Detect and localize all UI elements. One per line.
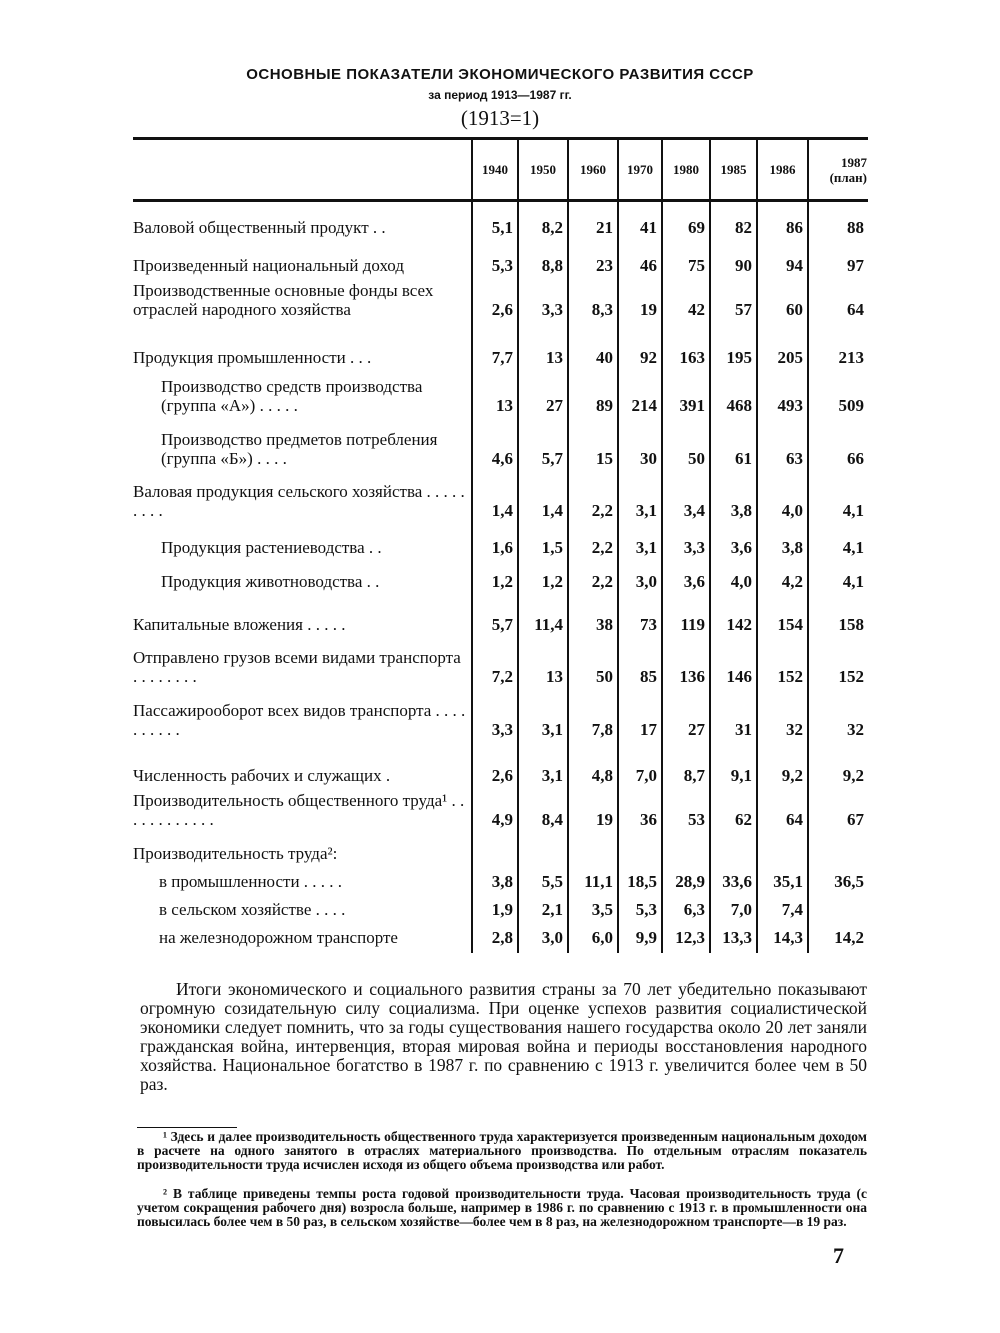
row-label: Капитальные вложения . . . . . (133, 614, 346, 634)
cell-value: 8,2 (518, 201, 568, 243)
footnote-1: ¹ Здесь и далее производительность общественного труда характеризуется произведенным национальным доходом в расчете на одного занятого в отраслях материального производства. По отдельным отраслям показатель производительности труда исчислен исходя из общего объема производства или работ. (137, 1129, 867, 1172)
cell-value: 2,2 (568, 474, 618, 526)
cell-value: 46 (618, 243, 662, 281)
row-label: Производственные основные фонды всех отраслей народного хозяйства (133, 280, 434, 319)
column-header: 1987 (план) (808, 139, 868, 201)
cell-value: 142 (710, 597, 757, 640)
indicators-table (133, 137, 868, 953)
column-header: 1986 (757, 139, 808, 201)
cell-value: 6,3 (662, 897, 710, 925)
table-title: ОСНОВНЫЕ ПОКАЗАТЕЛИ ЭКОНОМИЧЕСКОГО РАЗВИТИЯ СССР (246, 66, 754, 83)
cell-value: 89 (568, 373, 618, 421)
cell-value: 36,5 (808, 869, 868, 897)
cell-value: 4,6 (472, 421, 518, 474)
cell-value: 8,4 (518, 791, 568, 835)
column-header: 1960 (568, 139, 618, 201)
cell-value: 11,1 (568, 869, 618, 897)
table-row (133, 563, 868, 597)
table-row (133, 869, 868, 897)
cell-value: 19 (618, 281, 662, 325)
table-row (133, 474, 868, 526)
cell-value: 205 (757, 325, 808, 373)
cell-value: 2,1 (518, 897, 568, 925)
cell-value (710, 835, 757, 869)
cell-value: 6,0 (568, 925, 618, 953)
column-header: 1985 (710, 139, 757, 201)
cell-value: 17 (618, 692, 662, 745)
cell-value: 3,3 (518, 281, 568, 325)
cell-value: 9,1 (710, 745, 757, 791)
cell-value: 9,2 (757, 745, 808, 791)
table-base-note: (1913=1) (460, 106, 540, 130)
cell-value: 163 (662, 325, 710, 373)
table-row (133, 745, 868, 791)
row-label: в промышленности . . . . . (159, 871, 343, 891)
cell-value: 42 (662, 281, 710, 325)
cell-value: 13,3 (710, 925, 757, 953)
table-row (133, 835, 868, 869)
cell-value: 119 (662, 597, 710, 640)
row-label: Продукция животноводства . . (161, 571, 380, 591)
cell-value: 3,4 (662, 474, 710, 526)
cell-value: 2,6 (472, 745, 518, 791)
row-label: Производительность общественного труда¹ . . . . . . . . . . . . (133, 790, 465, 829)
cell-value: 4,1 (808, 526, 868, 563)
cell-value: 8,7 (662, 745, 710, 791)
cell-value: 7,2 (472, 640, 518, 692)
cell-value: 5,3 (472, 243, 518, 281)
cell-value: 53 (662, 791, 710, 835)
cell-value: 18,5 (618, 869, 662, 897)
cell-value: 94 (757, 243, 808, 281)
cell-value: 5,3 (618, 897, 662, 925)
cell-value: 3,1 (618, 526, 662, 563)
cell-value (757, 835, 808, 869)
table-row (133, 597, 868, 640)
cell-value: 3,0 (618, 563, 662, 597)
table-row (133, 281, 868, 325)
cell-value: 5,7 (518, 421, 568, 474)
cell-value: 23 (568, 243, 618, 281)
cell-value: 7,0 (618, 745, 662, 791)
cell-value (568, 835, 618, 869)
cell-value: 7,0 (710, 897, 757, 925)
cell-value: 7,7 (472, 325, 518, 373)
cell-value: 92 (618, 325, 662, 373)
footnote-2: ² В таблице приведены темпы роста годовой производительности труда. Часовая производительность труда (с учетом сокращения рабочего дня) возросла больше, например в 1986 г. по сравнению с 1913 г. в промышленности она повысилась более чем в 50 раз, в сельском хозяйстве—более чем в 8 раз, на железнодорожном транспорте—в 19 раз. (137, 1186, 867, 1229)
cell-value: 97 (808, 243, 868, 281)
cell-value: 36 (618, 791, 662, 835)
cell-value: 9,2 (808, 745, 868, 791)
cell-value: 214 (618, 373, 662, 421)
cell-value: 8,3 (568, 281, 618, 325)
cell-value: 31 (710, 692, 757, 745)
cell-value: 57 (710, 281, 757, 325)
cell-value: 4,8 (568, 745, 618, 791)
cell-value: 1,6 (472, 526, 518, 563)
cell-value: 12,3 (662, 925, 710, 953)
table-row (133, 325, 868, 373)
cell-value: 38 (568, 597, 618, 640)
cell-value: 468 (710, 373, 757, 421)
cell-value (662, 835, 710, 869)
row-label: Продукция растениеводства . . (161, 537, 382, 557)
table-row (133, 692, 868, 745)
table-row (133, 373, 868, 421)
cell-value: 61 (710, 421, 757, 474)
cell-value: 90 (710, 243, 757, 281)
cell-value: 69 (662, 201, 710, 243)
row-label: Численность рабочих и служащих . (133, 765, 391, 785)
cell-value: 2,6 (472, 281, 518, 325)
cell-value: 13 (472, 373, 518, 421)
cell-value: 19 (568, 791, 618, 835)
cell-value: 60 (757, 281, 808, 325)
column-header: 1950 (518, 139, 568, 201)
header-row (133, 139, 868, 201)
table-row (133, 421, 868, 474)
cell-value: 35,1 (757, 869, 808, 897)
table-row (133, 640, 868, 692)
table-row (133, 201, 868, 243)
row-label: Производство предметов потребления (группа «Б») . . . . (161, 429, 438, 468)
page-number: 7 (833, 1243, 844, 1268)
cell-value: 32 (808, 692, 868, 745)
cell-value: 62 (710, 791, 757, 835)
cell-value: 152 (808, 640, 868, 692)
cell-value: 88 (808, 201, 868, 243)
cell-value: 3,8 (710, 474, 757, 526)
cell-value: 152 (757, 640, 808, 692)
cell-value: 1,2 (472, 563, 518, 597)
cell-value: 3,1 (618, 474, 662, 526)
cell-value: 3,6 (662, 563, 710, 597)
cell-value: 73 (618, 597, 662, 640)
cell-value: 14,2 (808, 925, 868, 953)
column-header: 1970 (618, 139, 662, 201)
table-row (133, 897, 868, 925)
cell-value: 7,4 (757, 897, 808, 925)
row-label: Производство средств производства (группа «А») . . . . . (161, 376, 423, 415)
cell-value: 67 (808, 791, 868, 835)
table-row (133, 791, 868, 835)
column-header: 1940 (472, 139, 518, 201)
cell-value: 66 (808, 421, 868, 474)
cell-value: 154 (757, 597, 808, 640)
cell-value: 1,2 (518, 563, 568, 597)
cell-value: 50 (568, 640, 618, 692)
cell-value (808, 897, 868, 925)
cell-value: 1,5 (518, 526, 568, 563)
cell-value: 4,2 (757, 563, 808, 597)
cell-value: 158 (808, 597, 868, 640)
cell-value: 32 (757, 692, 808, 745)
cell-value (808, 835, 868, 869)
cell-value: 40 (568, 325, 618, 373)
cell-value: 13 (518, 325, 568, 373)
cell-value (518, 835, 568, 869)
row-label: в сельском хозяйстве . . . . (159, 899, 346, 919)
cell-value: 28,9 (662, 869, 710, 897)
cell-value: 2,2 (568, 563, 618, 597)
cell-value: 5,5 (518, 869, 568, 897)
cell-value: 4,9 (472, 791, 518, 835)
row-label: Отправлено грузов всеми видами транспорта . . . . . . . . (133, 647, 461, 686)
cell-value: 2,8 (472, 925, 518, 953)
cell-value: 146 (710, 640, 757, 692)
cell-value: 4,1 (808, 474, 868, 526)
table-subtitle: за период 1913—1987 гг. (428, 88, 572, 102)
cell-value: 75 (662, 243, 710, 281)
cell-value: 4,0 (710, 563, 757, 597)
cell-value: 1,4 (472, 474, 518, 526)
cell-value: 4,1 (808, 563, 868, 597)
cell-value: 3,8 (472, 869, 518, 897)
cell-value: 195 (710, 325, 757, 373)
row-label: Валовая продукция сельского хозяйства . . . . . . . . . (133, 481, 465, 520)
body-paragraph: Итоги экономического и социального развития страны за 70 лет убедительно показывают огромную созидательную силу социализма. При оценке успехов развития социалистической экономики следует помнить, что за годы существования нашего государства около 20 лет заняли гражданская война, интервенция, вторая мировая война и периоды восстановления народного хозяйства. Национальное богатство в 1987 г. по сравнению с 1913 г. увеличится более чем в 50 раз. (140, 979, 867, 1094)
cell-value: 30 (618, 421, 662, 474)
cell-value (472, 835, 518, 869)
cell-value: 85 (618, 640, 662, 692)
cell-value: 50 (662, 421, 710, 474)
cell-value: 3,0 (518, 925, 568, 953)
cell-value: 33,6 (710, 869, 757, 897)
table-row (133, 925, 868, 953)
cell-value: 27 (662, 692, 710, 745)
cell-value: 1,9 (472, 897, 518, 925)
cell-value: 4,0 (757, 474, 808, 526)
cell-value: 82 (710, 201, 757, 243)
cell-value: 13 (518, 640, 568, 692)
table-row (133, 526, 868, 563)
cell-value: 1,4 (518, 474, 568, 526)
cell-value: 509 (808, 373, 868, 421)
cell-value: 7,8 (568, 692, 618, 745)
cell-value: 3,3 (472, 692, 518, 745)
row-label: Валовой общественный продукт . . (133, 217, 386, 237)
cell-value: 2,2 (568, 526, 618, 563)
cell-value: 136 (662, 640, 710, 692)
cell-value: 3,5 (568, 897, 618, 925)
row-label: Производительность труда²: (133, 843, 338, 863)
cell-value: 3,1 (518, 692, 568, 745)
cell-value: 27 (518, 373, 568, 421)
cell-value (618, 835, 662, 869)
cell-value: 9,9 (618, 925, 662, 953)
cell-value: 86 (757, 201, 808, 243)
cell-value: 213 (808, 325, 868, 373)
cell-value: 14,3 (757, 925, 808, 953)
column-header: 1980 (662, 139, 710, 201)
cell-value: 3,8 (757, 526, 808, 563)
cell-value: 11,4 (518, 597, 568, 640)
cell-value: 63 (757, 421, 808, 474)
row-label: на железнодорожном транспорте (159, 927, 398, 947)
cell-value: 391 (662, 373, 710, 421)
table-row (133, 243, 868, 281)
row-label: Произведенный национальный доход (133, 255, 404, 275)
cell-value: 21 (568, 201, 618, 243)
cell-value: 8,8 (518, 243, 568, 281)
row-label: Пассажирооборот всех видов транспорта . . . . . . . . . . (133, 700, 466, 739)
cell-value: 493 (757, 373, 808, 421)
cell-value: 5,7 (472, 597, 518, 640)
cell-value: 3,6 (710, 526, 757, 563)
cell-value: 15 (568, 421, 618, 474)
cell-value: 3,1 (518, 745, 568, 791)
cell-value: 3,3 (662, 526, 710, 563)
cell-value: 64 (757, 791, 808, 835)
footnote-divider (137, 1127, 237, 1128)
cell-value: 41 (618, 201, 662, 243)
cell-value: 64 (808, 281, 868, 325)
row-label: Продукция промышленности . . . (133, 347, 372, 367)
cell-value: 5,1 (472, 201, 518, 243)
